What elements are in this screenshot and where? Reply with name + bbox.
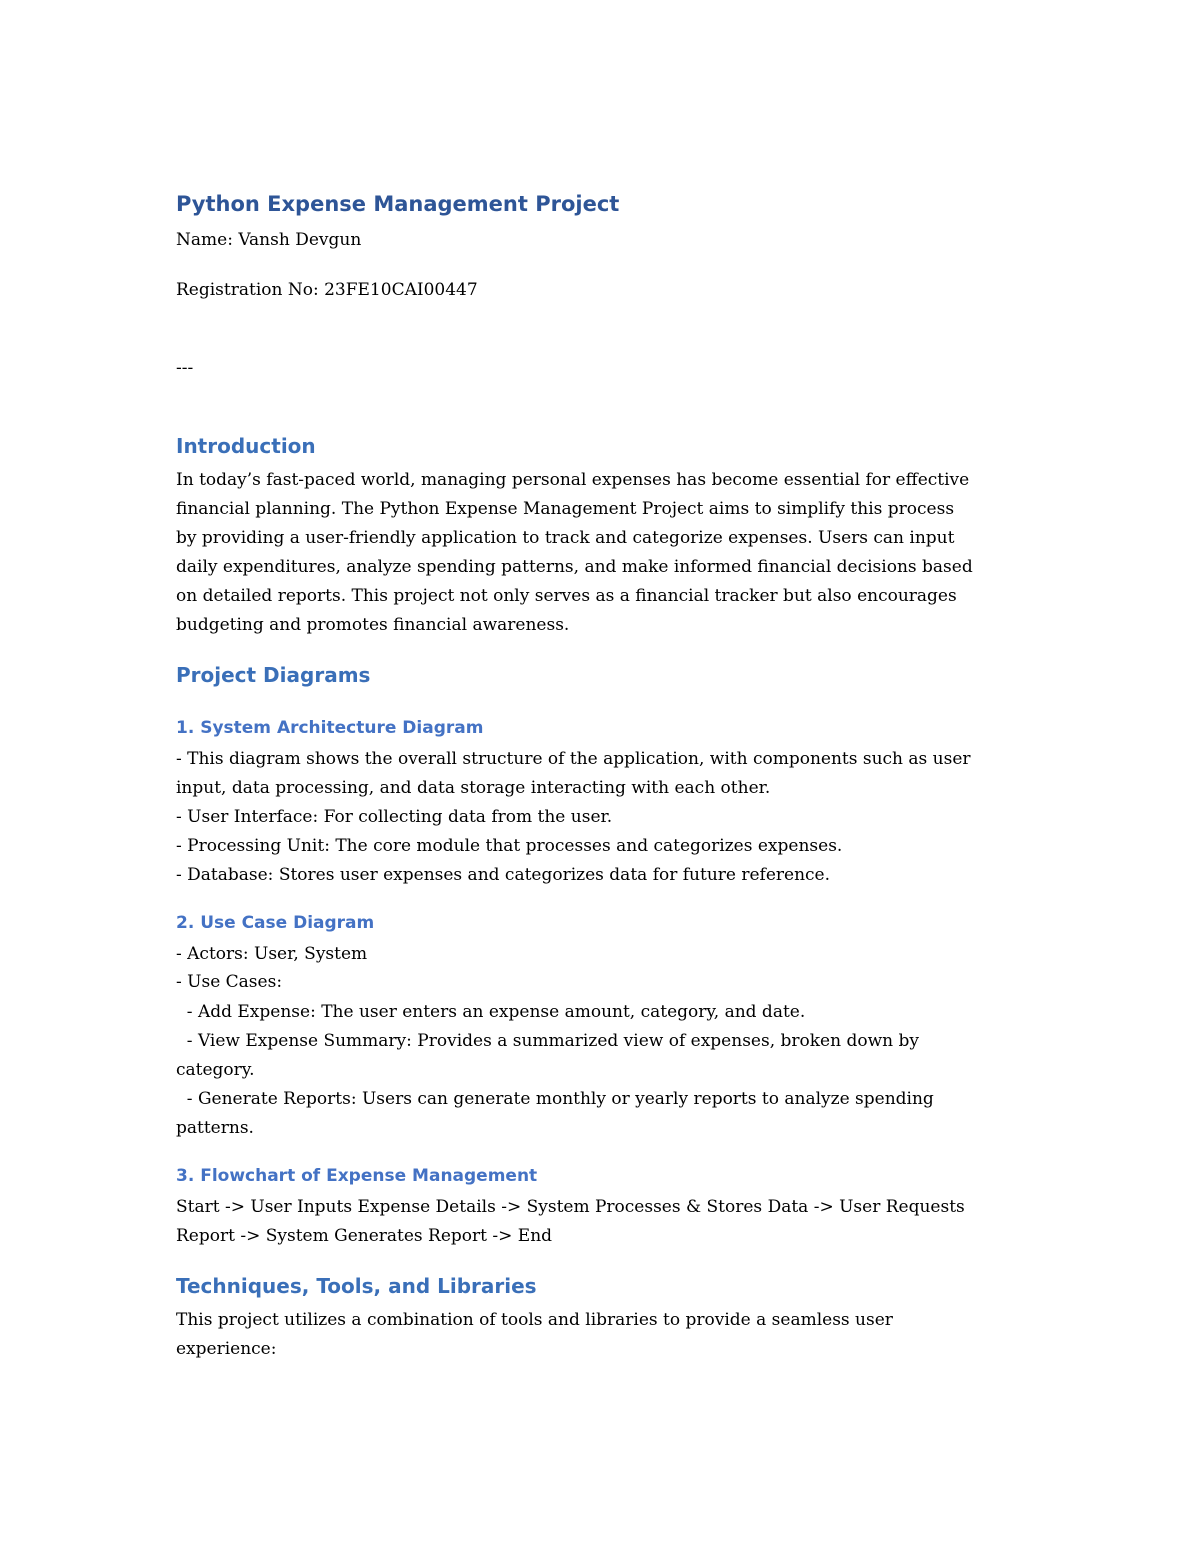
system-architecture-heading: 1. System Architecture Diagram <box>176 718 484 738</box>
paragraph-line: experience: <box>176 1339 277 1359</box>
author-name: Name: Vansh Devgun <box>176 230 362 250</box>
paragraph-line: daily expenditures, analyze spending patterns, and make informed financial decisions based <box>176 557 973 577</box>
paragraph-line: input, data processing, and data storage interacting with each other. <box>176 778 771 798</box>
paragraph-line: financial planning. The Python Expense Management Project aims to simplify this process <box>176 499 955 519</box>
paragraph-line: - Add Expense: The user enters an expense amount, category, and date. <box>176 1002 806 1022</box>
project-diagrams-heading: Project Diagrams <box>176 663 371 687</box>
paragraph-line: - Processing Unit: The core module that processes and categorizes expenses. <box>176 836 843 856</box>
document-title: Python Expense Management Project <box>176 192 620 216</box>
flowchart-heading: 3. Flowchart of Expense Management <box>176 1166 538 1186</box>
introduction-heading: Introduction <box>176 434 316 458</box>
techniques-heading: Techniques, Tools, and Libraries <box>176 1274 537 1298</box>
paragraph-line: In today’s fast-paced world, managing personal expenses has become essential for effective <box>176 470 970 490</box>
paragraph-line: by providing a user-friendly application to track and categorize expenses. Users can input <box>176 528 955 548</box>
paragraph-line: category. <box>176 1060 255 1080</box>
use-case-heading: 2. Use Case Diagram <box>176 913 375 933</box>
separator: --- <box>176 358 194 378</box>
paragraph-line: - This diagram shows the overall structure of the application, with components such as user <box>176 749 971 769</box>
paragraph-line: Report -> System Generates Report -> End <box>176 1226 553 1246</box>
paragraph-line: - Actors: User, System <box>176 944 368 964</box>
paragraph-line: - Generate Reports: Users can generate monthly or yearly reports to analyze spending <box>176 1089 934 1109</box>
paragraph-line: - User Interface: For collecting data from the user. <box>176 807 613 827</box>
paragraph-line: - View Expense Summary: Provides a summarized view of expenses, broken down by <box>176 1031 919 1051</box>
paragraph-line: Start -> User Inputs Expense Details -> System Processes & Stores Data -> User Requests <box>176 1197 965 1217</box>
paragraph-line: on detailed reports. This project not only serves as a financial tracker but also encourages <box>176 586 957 606</box>
paragraph-line: - Use Cases: <box>176 972 283 992</box>
paragraph-line: - Database: Stores user expenses and categorizes data for future reference. <box>176 865 831 885</box>
paragraph-line: This project utilizes a combination of tools and libraries to provide a seamless user <box>176 1310 893 1330</box>
paragraph-line: budgeting and promotes financial awareness. <box>176 615 570 635</box>
registration-number: Registration No: 23FE10CAI00447 <box>176 280 478 300</box>
paragraph-line: patterns. <box>176 1118 254 1138</box>
